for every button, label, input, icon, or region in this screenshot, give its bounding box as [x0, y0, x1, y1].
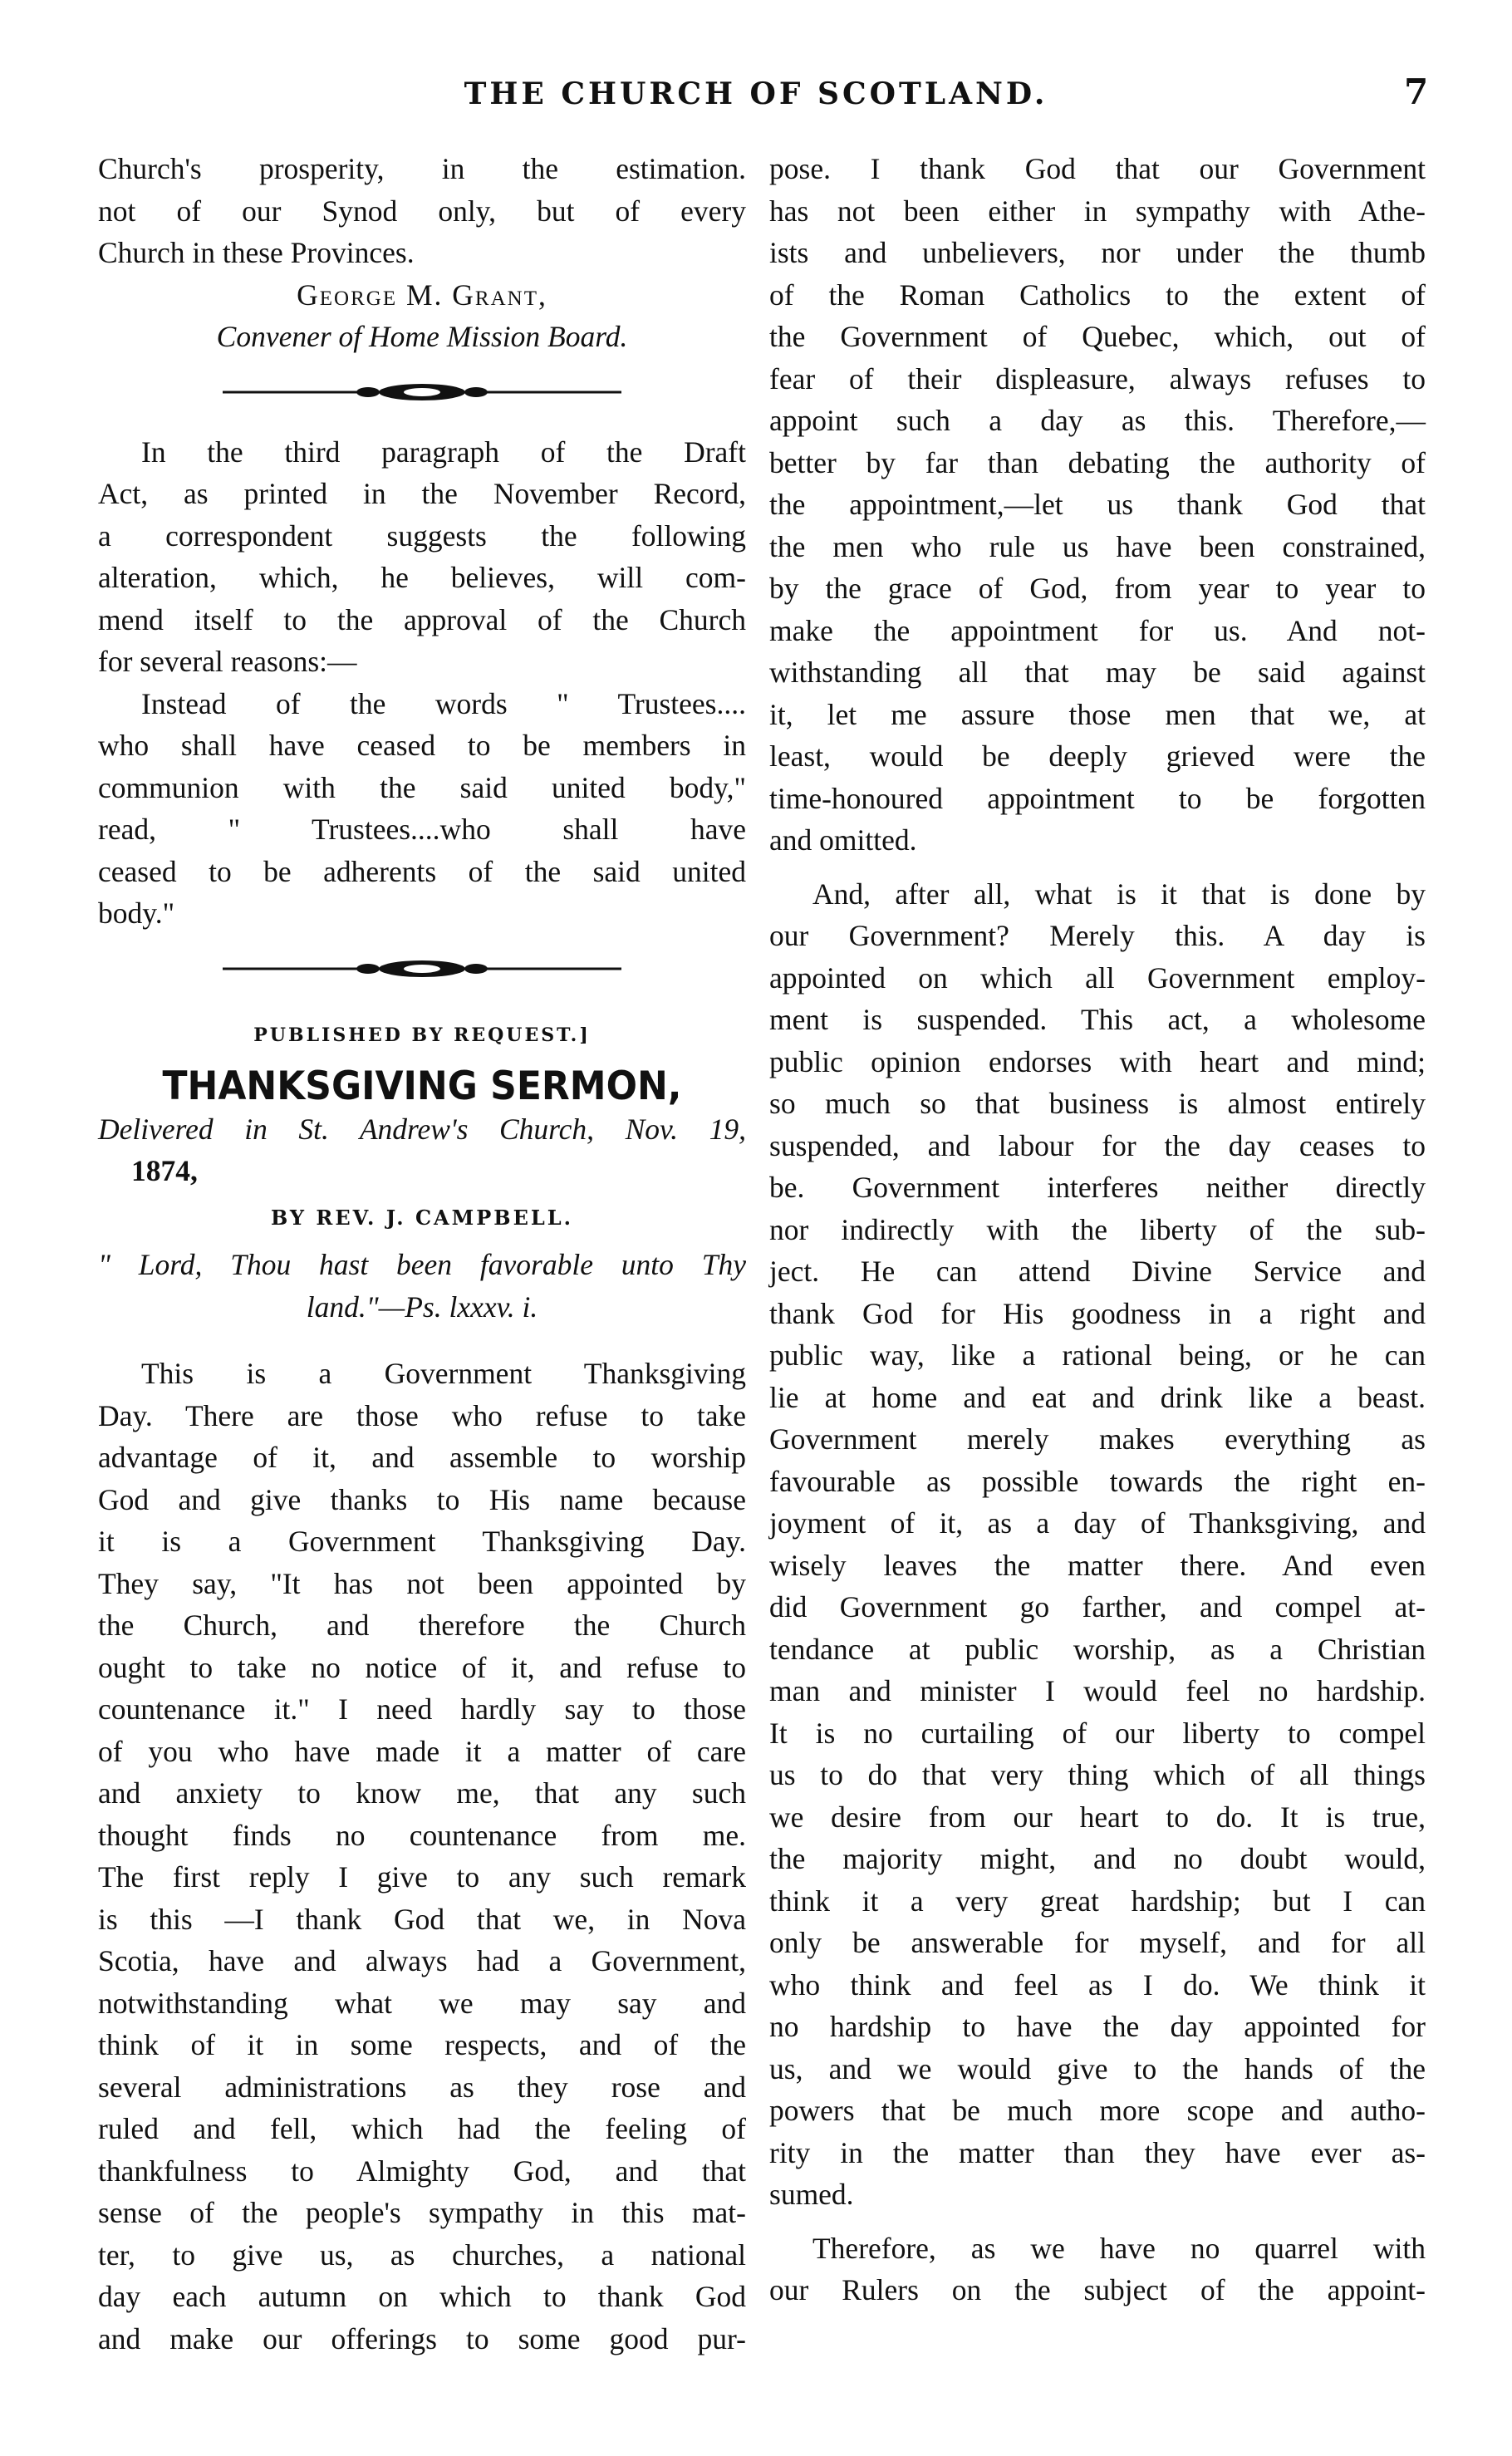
text-line: public way, like a rational being, or he can [769, 1339, 1426, 1372]
text-line: lie at home and eat and drink like a beast. [769, 1380, 1426, 1414]
scripture-text [98, 1244, 746, 1328]
text-line: appoint such a day as this. Therefore,— [769, 404, 1426, 437]
text-line: land."—Ps. lxxxv. i. [306, 1289, 538, 1324]
text-line: sense of the people's sympathy in this mat- [98, 2196, 746, 2229]
sermon-paragraph-3 [769, 2228, 1426, 2311]
text-line: pose. I thank God that our Government [769, 152, 1426, 185]
text-line: joyment of it, as a day of Thanksgiving, and [769, 1506, 1426, 1540]
text-line: man and minister I would feel no hardship. [769, 1674, 1426, 1707]
text-line: Government merely makes everything as [769, 1422, 1426, 1456]
text-line: by the grace of God, from year to year to [769, 572, 1426, 605]
intro-paragraph [98, 148, 746, 274]
text-line: better by far than debating the authority of [769, 445, 1426, 479]
text-line: countenance it." I need hardly say to those [98, 1692, 746, 1726]
text-line: our Rulers on the subject of the appoint- [769, 2273, 1426, 2306]
text-line: And, after all, what is it that is done by [812, 877, 1426, 911]
text-line: 1874, [131, 1154, 198, 1187]
text-line: not of our Synod only, but of every [98, 194, 746, 228]
text-line: tendance at public worship, as a Christian [769, 1632, 1426, 1666]
text-line: make the appointment for us. And not- [769, 613, 1426, 647]
text-line: body." [98, 896, 175, 930]
text-line: fear of their displeasure, always refuses to [769, 361, 1426, 395]
text-line: us to do that very thing which of all things [769, 1758, 1426, 1791]
text-line: suspended, and labour for the day ceases to [769, 1128, 1426, 1162]
text-line: it, let me assure those men that we, at [769, 697, 1426, 731]
text-line: is this —I thank God that we, in Nova [98, 1902, 746, 1936]
text-line: Delivered in St. Andrew's Church, Nov. 19, [98, 1112, 746, 1146]
text-line: the appointment,—let us thank God that [769, 488, 1426, 521]
page-number: 7 [1404, 71, 1429, 112]
text-line: ject. He can attend Divine Service and [769, 1255, 1426, 1288]
text-line: notwithstanding what we may say and [98, 1986, 746, 2020]
text-line: and omitted. [769, 823, 917, 857]
text-line: a correspondent suggests the following [98, 518, 746, 553]
text-line: ruled and fell, which had the feeling of [98, 2112, 746, 2145]
text-line: This is a Government Thanksgiving [141, 1357, 746, 1390]
text-line: sumed. [769, 2178, 854, 2211]
text-line: appointed on which all Government employ- [769, 960, 1426, 995]
signature-name: George M. Grant, [297, 278, 547, 312]
sermon-paragraph-2 [769, 873, 1426, 2216]
text-line: several administrations as they rose and [98, 2070, 746, 2104]
text-line: the Church, and therefore the Church [98, 1609, 746, 1642]
text-line: Therefore, as we have no quarrel with [812, 2231, 1426, 2265]
text-line: has not been either in sympathy with Athe- [769, 194, 1426, 228]
text-line: communion with the said united body," [98, 770, 746, 804]
text-line: thought finds no countenance from me. [98, 1818, 746, 1852]
text-line: public opinion endorses with heart and mind; [769, 1044, 1426, 1078]
text-line: powers that be much more scope and autho- [769, 2094, 1426, 2127]
text-line: Church in these Provinces. [98, 236, 415, 269]
sermon-heading: THANKSGIVING SERMON, [162, 1063, 682, 1109]
text-line: think it a very great hardship; but I can [769, 1884, 1426, 1918]
text-line: the Government of Quebec, which, out of [769, 320, 1426, 353]
text-line: read, " Trustees....who shall have [98, 813, 746, 846]
text-line: ought to take no notice of it, and refuse to [98, 1650, 746, 1684]
ornament-icon [223, 380, 621, 405]
text-line: and anxiety to know me, that any such [98, 1776, 746, 1810]
text-line: rity in the matter than they have ever as- [769, 2135, 1426, 2169]
text-line: Scotia, have and always had a Government, [98, 1944, 746, 1977]
text-line: it is a Government Thanksgiving Day. [98, 1525, 746, 1558]
text-line: of the Roman Catholics to the extent of [769, 278, 1426, 312]
delivered-line [98, 1108, 746, 1192]
text-line: for several reasons:— [98, 645, 357, 678]
text-line: ter, to give us, as churches, a national [98, 2237, 746, 2272]
text-line: who think and feel as I do. We think it [769, 1967, 1426, 2002]
sermon-paragraph-1 [769, 148, 1426, 862]
text-line: God and give thanks to His name because [98, 1482, 746, 1516]
text-line: thank God for His goodness in a right and [769, 1296, 1426, 1330]
text-line: advantage of it, and assemble to worship [98, 1441, 746, 1474]
text-line: did Government go farther, and compel at- [769, 1590, 1426, 1623]
text-line: nor indirectly with the liberty of the sub- [769, 1212, 1426, 1246]
text-line: only be answerable for myself, and for all [769, 1926, 1426, 1959]
text-line: day each autumn on which to thank God [98, 2280, 746, 2313]
text-line: wisely leaves the matter there. And even [769, 1548, 1426, 1582]
text-line: think of it in some respects, and of the [98, 2028, 746, 2061]
text-line: least, would be deeply grieved were the [769, 739, 1426, 773]
text-line: so much so that business is almost entirely [769, 1087, 1426, 1120]
text-line: we desire from our heart to do. It is true, [769, 1800, 1426, 1834]
text-line: withstanding all that may be said against [769, 656, 1426, 689]
text-line: Church's prosperity, in the estimation. [98, 152, 746, 185]
text-line: In the third paragraph of the Draft [141, 435, 746, 469]
text-line: no hardship to have the day appointed for [769, 2010, 1426, 2043]
ornamental-rule [98, 943, 746, 1000]
signature-title: Convener of Home Mission Board. [216, 320, 628, 353]
text-line: " Lord, Thou hast been favorable unto Thy [98, 1248, 746, 1281]
left-column [98, 148, 746, 2360]
text-line: ists and unbelievers, nor under the thumb [769, 236, 1426, 269]
text-line: time-honoured appointment to be forgotten [769, 781, 1426, 815]
running-title: THE CHURCH OF SCOTLAND. [464, 76, 1048, 111]
text-line: mend itself to the approval of the Church [98, 602, 746, 636]
text-line: ceased to be adherents of the said united [98, 854, 746, 888]
text-line: be. Government interferes neither directly [769, 1171, 1426, 1204]
text-line: thankfulness to Almighty God, and that [98, 2154, 746, 2188]
text-line: who shall have ceased to be members in [98, 729, 746, 762]
text-line: They say, "It has not been appointed by [98, 1566, 746, 1600]
text-line: Day. There are those who refuse to take [98, 1398, 746, 1432]
text-line: alteration, which, he believes, will com- [98, 561, 746, 594]
text-line: It is no curtailing of our liberty to compel [769, 1716, 1426, 1750]
text-line: the men who rule us have been constrained, [769, 529, 1426, 563]
right-column [769, 148, 1426, 2311]
text-line: us, and we would give to the hands of the [769, 2051, 1426, 2085]
ornamental-rule [98, 366, 746, 423]
ornament-icon [223, 956, 621, 981]
text-line: and make our offerings to some good pur- [98, 2321, 746, 2355]
text-line: Instead of the words " Trustees.... [141, 686, 746, 720]
draft-act-paragraph [98, 431, 746, 935]
published-note: PUBLISHED BY REQUEST.] [253, 1024, 591, 1046]
text-line: the majority might, and no doubt would, [769, 1842, 1426, 1875]
text-line: favourable as possible towards the right en- [769, 1464, 1426, 1498]
text-line: Act, as printed in the November Record, [98, 477, 746, 510]
text-line: of you who have made it a matter of care [98, 1734, 746, 1768]
byline: BY REV. J. CAMPBELL. [271, 1205, 573, 1230]
sermon-body-paragraph [98, 1353, 746, 2360]
text-line: ment is suspended. This act, a wholesome [769, 1003, 1426, 1036]
text-line: our Government? Merely this. A day is [769, 919, 1426, 952]
text-line: The first reply I give to any such remark [98, 1860, 746, 1894]
